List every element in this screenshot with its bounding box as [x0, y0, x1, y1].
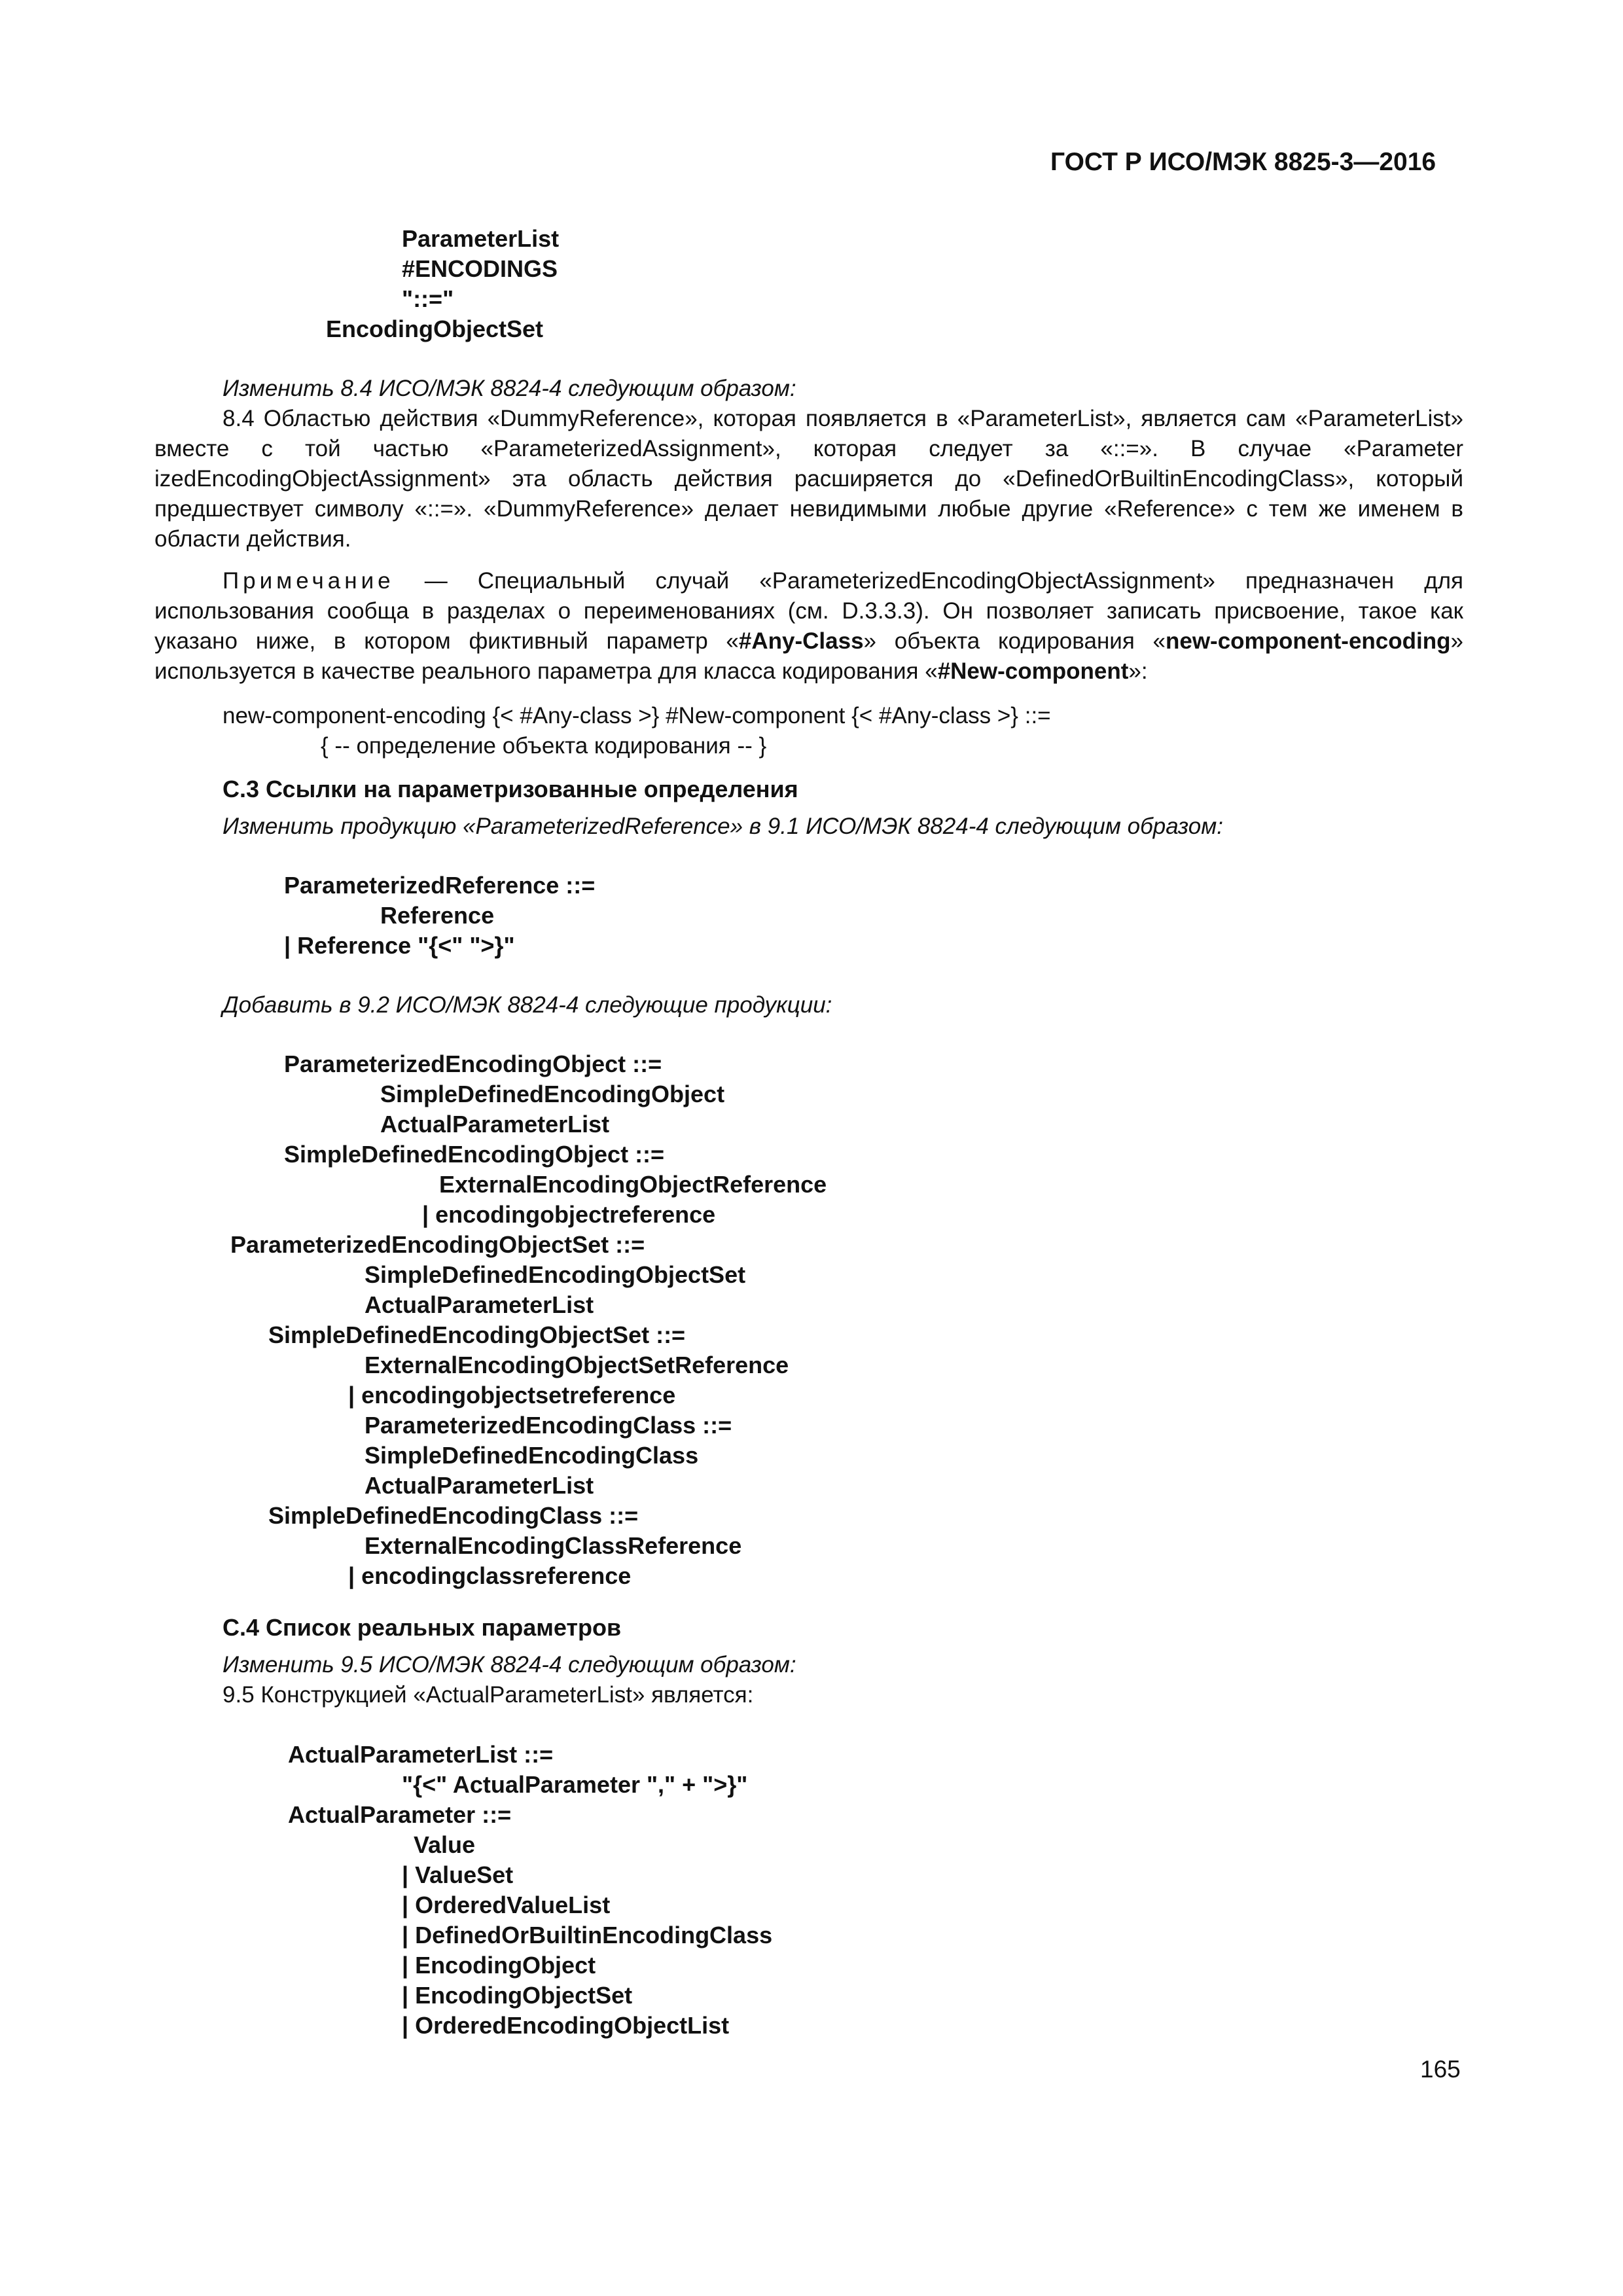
heading-c3: С.3 Ссылки на параметризованные определения [223, 776, 798, 802]
code-line: Value [414, 1831, 476, 1858]
code-line: ParameterList [402, 225, 560, 252]
code-line: ParameterizedReference ::= [284, 872, 596, 899]
heading-c4: С.4 Список реальных параметров [223, 1614, 622, 1641]
code-line: | ValueSet [402, 1861, 514, 1888]
code-line: "::=" [402, 285, 454, 312]
note-text-3: » используется в качестве реального параметра для класса кодирования « [154, 628, 1463, 684]
document-id: ГОСТ Р ИСО/МЭК 8825-3—2016 [1050, 148, 1436, 176]
code-line: SimpleDefinedEncodingObject [380, 1081, 725, 1107]
code-line: SimpleDefinedEncodingObject ::= [284, 1141, 665, 1168]
note-new-component-encoding: new-component-encoding [1165, 628, 1451, 654]
note-paragraph [154, 566, 1463, 687]
code-line: | DefinedOrBuiltinEncodingClass [402, 1922, 773, 1948]
page-number: 165 [1420, 2056, 1461, 2083]
code-line: ActualParameterList [365, 1291, 594, 1318]
code-line: EncodingObjectSet [326, 315, 544, 342]
code-line: ParameterizedEncodingClass ::= [365, 1412, 732, 1439]
code-line: "{<" ActualParameter "," + ">}" [402, 1771, 748, 1798]
note-text-1: — Специальный случай «ParameterizedEncodingObjectAssignment» предназначен для использования сообща в разделах о переименованиях (см. D.3.3.3). Он позволяет записать присвоение, такое как указано ниже, в котором фиктивный параметр « [154, 568, 1463, 654]
code-line: | OrderedEncodingObjectList [402, 2012, 730, 2039]
note-text-4: »: [1128, 658, 1148, 684]
code-line: | OrderedValueList [402, 1892, 611, 1918]
instruction-c4: Изменить 9.5 ИСО/МЭК 8824-4 следующим образом: [223, 1652, 796, 1677]
instruction-c3: Изменить продукцию «ParameterizedReference» в 9.1 ИСО/МЭК 8824-4 следующим образом: [223, 814, 1223, 839]
code-line: ParameterizedEncodingObject ::= [284, 1050, 662, 1077]
code-line: Reference [380, 902, 495, 929]
code-line: SimpleDefinedEncodingObjectSet ::= [268, 1321, 686, 1348]
paragraph-9-5: 9.5 Конструкцией «ActualParameterList» является: [223, 1682, 754, 1708]
code-line: SimpleDefinedEncodingClass [365, 1442, 699, 1469]
code-line: | encodingclassreference [348, 1562, 632, 1589]
code-line: #ENCODINGS [402, 255, 558, 282]
code-line: ExternalEncodingClassReference [365, 1532, 742, 1559]
note-new-component: #New-component [937, 658, 1129, 684]
note-label: Примечание [223, 568, 395, 594]
note-param-any-class: #Any-Class [738, 628, 864, 654]
code-line: | Reference "{<" ">}" [284, 932, 515, 959]
example-line: { -- определение объекта кодирования -- } [321, 733, 767, 759]
paragraph-8-4 [154, 404, 1463, 554]
code-line: SimpleDefinedEncodingClass ::= [268, 1502, 639, 1529]
code-line: ActualParameterList [365, 1472, 594, 1499]
code-line: ActualParameterList ::= [288, 1741, 554, 1768]
code-line: | EncodingObjectSet [402, 1982, 633, 2009]
code-line: ActualParameter ::= [288, 1801, 512, 1828]
code-line: ExternalEncodingObjectReference [439, 1171, 827, 1198]
code-line: SimpleDefinedEncodingObjectSet [365, 1261, 746, 1288]
code-line: | encodingobjectreference [422, 1201, 716, 1228]
code-line: | encodingobjectsetreference [348, 1382, 676, 1408]
code-line: ParameterizedEncodingObjectSet ::= [230, 1231, 645, 1258]
instruction-9-2: Добавить в 9.2 ИСО/МЭК 8824-4 следующие продукции: [223, 992, 832, 1018]
paragraph-8-4-text: 8.4 Областью действия «DummyReference», которая появляется в «ParameterList», является сам «ParameterList» вместе с той частью «ParameterizedAssignment», которая следует за «::=». В случае «Parameter izedEncodingObjectAssignment» эта область действия расширяется до «DefinedOrBuiltinEncodingClass», который предшествует символу «::=». «DummyReference» делает невидимыми любые другие «Reference» с тем же именем в области действия. [154, 406, 1463, 552]
note-text-2: » объекта кодирования « [863, 628, 1166, 654]
example-line: new-component-encoding {< #Any-class >} #New-component {< #Any-class >} ::= [223, 703, 1051, 728]
code-line: | EncodingObject [402, 1952, 596, 1979]
code-line: ActualParameterList [380, 1111, 610, 1138]
instruction-8-4: Изменить 8.4 ИСО/МЭК 8824-4 следующим образом: [223, 376, 796, 401]
code-line: ExternalEncodingObjectSetReference [365, 1352, 789, 1378]
